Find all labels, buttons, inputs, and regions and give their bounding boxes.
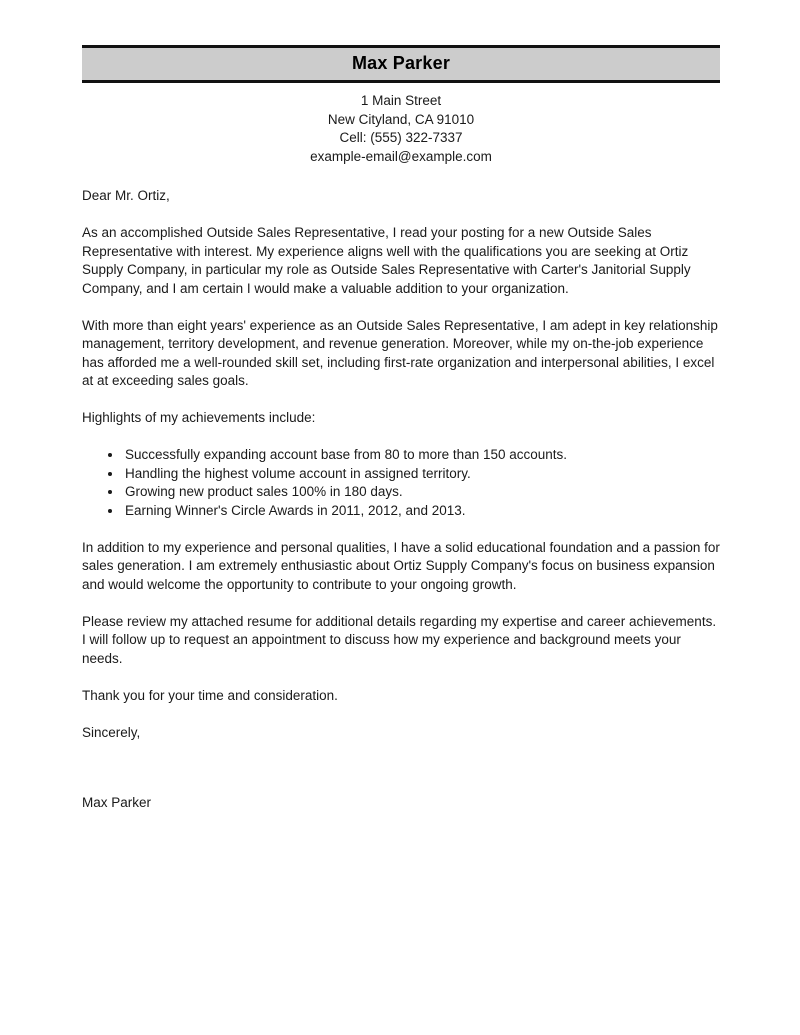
signature-name: Max Parker (82, 795, 152, 810)
highlight-item: • Growing new product sales 100% in 180 days. (123, 483, 720, 502)
highlights-intro: Highlights of my achievements include: (82, 410, 316, 425)
paragraph-intro: As an accomplished Outside Sales Representative, I read your posting for a new Outside Sales Representative with interest. My experience aligns well with the qualifications you are seeking at Ortiz Supply Company, in particular my role as Outside Sales Representative with Carter's Janitorial Supply Company, and I am certain I would make a valuable addition to your organization. (82, 225, 691, 296)
contact-address-line2: New Cityland, CA 91010 (327, 111, 475, 127)
contact-email: example-email@example.com (310, 148, 492, 164)
contact-phone: Cell: (555) 322-7337 (339, 130, 463, 145)
highlights-list (82, 446, 720, 520)
header-bar (82, 45, 720, 83)
paragraph-followup: Please review my attached resume for additional details regarding my expertise and career achievements. I will follow up to request an appointment to discuss how my experience and background meets your needs. (82, 613, 717, 666)
letter-body (82, 187, 720, 813)
contact-address-line1: 1 Main Street (360, 93, 442, 108)
paragraph-education: In addition to my experience and personal qualities, I have a solid educational foundation and a passion for sales generation. I am extremely enthusiastic about Ortiz Supply Company's focus on business expansion and would welcome the opportunity to contribute to your ongoing growth. (82, 539, 720, 592)
author-name-heading: Max Parker (351, 53, 451, 73)
highlight-item: • Handling the highest volume account in assigned territory. (123, 465, 720, 484)
paragraph-experience: With more than eight years' experience as an Outside Sales Representative, I am adept in key relationship management, territory development, and revenue generation. Moreover, while my on-the-job experience has afforded me a well-rounded skill set, including first-rate organization and interpersonal abilities, I excel at at exceeding sales goals. (82, 317, 718, 388)
thanks-line: Thank you for your time and consideration. (82, 687, 338, 703)
salutation: Dear Mr. Ortiz, (82, 188, 170, 203)
highlight-item: • Earning Winner's Circle Awards in 2011, 2012, and 2013. (123, 502, 720, 521)
valediction: Sincerely, (82, 724, 141, 740)
contact-block (82, 92, 720, 166)
highlight-item: • Successfully expanding account base from 80 to more than 150 accounts. (123, 446, 720, 465)
